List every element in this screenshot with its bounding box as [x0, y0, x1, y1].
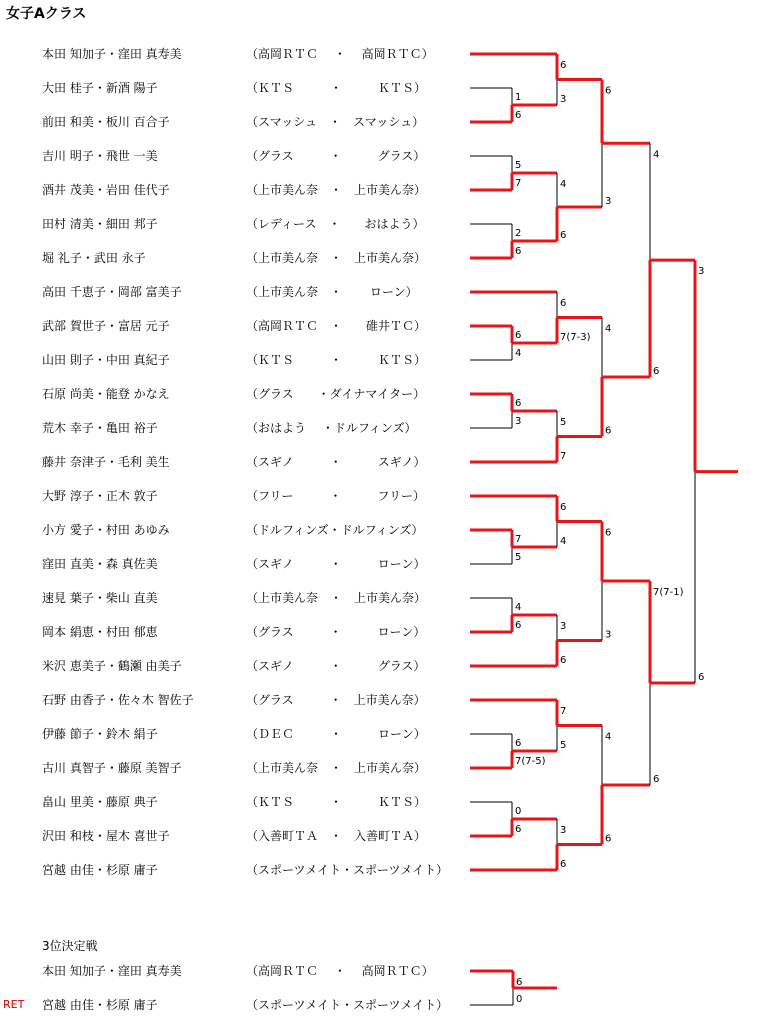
club-names: （スギノ ・ スギノ） [246, 455, 426, 469]
score-label: 5 [560, 740, 567, 751]
score-label: 4 [560, 536, 567, 547]
club-names: （スギノ ・ ローン） [246, 557, 426, 571]
club-names: （上市美ん奈 ・ 上市美ん奈） [246, 183, 427, 197]
player-names: 本田 知加子・窪田 真寿美 [42, 47, 182, 61]
club-names: （グラス ・ 上市美ん奈） [246, 693, 426, 707]
player-names: 大野 淳子・正木 敦子 [42, 489, 158, 503]
player-names: 荒木 幸子・亀田 裕子 [42, 421, 158, 435]
player-names: 藤井 奈津子・毛利 美生 [42, 455, 170, 469]
player-names: 石野 由香子・佐々木 智佐子 [42, 693, 194, 707]
score-label: 6 [605, 85, 612, 97]
player-names: 畠山 里美・藤原 典子 [42, 795, 158, 809]
score-label: 4 [605, 323, 612, 335]
club-names: （スポーツメイト・スポーツメイト） [246, 998, 449, 1012]
club-names: （上市美ん奈 ・ 上市美ん奈） [246, 761, 427, 775]
player-names: 本田 知加子・窪田 真寿美 [42, 964, 182, 978]
club-names: （グラス ・ グラス） [246, 149, 426, 163]
score-label: 5 [515, 552, 522, 563]
club-names: （上市美ん奈 ・ ローン） [246, 285, 418, 299]
club-names: （ＫＴＳ ・ ＫＴＳ） [246, 353, 427, 367]
score-label: 3 [560, 825, 567, 836]
player-names: 宮越 由佳・杉原 庸子 [42, 998, 158, 1012]
score-label: 6 [560, 298, 567, 309]
player-names: 古川 真智子・藤原 美智子 [42, 761, 182, 775]
club-names: （レディース ・ おはよう） [246, 217, 425, 231]
club-names: （スマッシュ ・ スマッシュ） [246, 115, 425, 129]
club-names: （おはよう ・ドルフィンズ） [246, 421, 417, 435]
player-names: 山田 則子・中田 真紀子 [42, 353, 170, 367]
player-names: 伊藤 節子・鈴木 絹子 [42, 727, 158, 741]
score-label: 6 [605, 425, 612, 437]
club-names: （高岡ＲＴＣ ・ 碓井ＴＣ） [246, 319, 427, 333]
player-names: 石原 尚美・能登 かなえ [42, 387, 170, 401]
retired-tag: RET [3, 998, 25, 1011]
player-names: 米沢 恵美子・鶴瀬 由美子 [42, 659, 182, 673]
club-names: （高岡ＲＴＣ ・ 高岡ＲＴＣ） [246, 964, 434, 978]
score-label: 6 [515, 110, 522, 121]
score-label: 2 [515, 228, 522, 239]
score-label: 7(7-5) [515, 756, 546, 767]
score-label: 3 [605, 196, 612, 207]
player-names: 吉川 明子・飛世 一美 [42, 149, 158, 163]
player-names: 田村 清美・細田 邦子 [42, 217, 158, 231]
score-label: 6 [515, 620, 522, 631]
club-names: （ＤＥＣ ・ ローン） [246, 727, 426, 741]
score-label: 6 [560, 230, 567, 241]
player-names: 沢田 和枝・屋木 喜世子 [42, 829, 170, 843]
score-label: 4 [605, 731, 612, 743]
score-label: 4 [560, 179, 567, 190]
club-names: （入善町ＴＡ ・ 入善町ＴＡ） [246, 829, 427, 843]
score-label: 6 [560, 655, 567, 666]
score-label: 7 [560, 706, 567, 717]
score-label: 3 [605, 629, 612, 641]
score-label: 6 [515, 330, 522, 341]
score-label: 5 [560, 417, 567, 428]
score-label: 4 [515, 348, 522, 359]
club-names: （スポーツメイト・スポーツメイト） [246, 863, 449, 877]
club-names: （グラス ・ダイナマイター） [246, 387, 426, 401]
player-names: 小方 愛子・村田 あゆみ [42, 523, 170, 537]
score-label: 7 [515, 534, 522, 545]
club-names: （スギノ ・ グラス） [246, 659, 426, 673]
player-names: 堀 礼子・武田 永子 [42, 251, 146, 265]
score-label: 6 [515, 398, 522, 409]
score-label: 6 [653, 366, 660, 377]
score-label: 6 [605, 833, 612, 845]
score-label: 4 [515, 602, 522, 613]
club-names: （ＫＴＳ ・ ＫＴＳ） [246, 81, 427, 95]
score-label: 3 [515, 416, 522, 427]
score-label: 6 [560, 859, 567, 870]
score-label: 6 [560, 502, 567, 513]
score-label: 3 [560, 621, 567, 632]
page-title: 女子Aクラス [6, 6, 87, 22]
player-names: 大田 桂子・新酒 陽子 [42, 81, 158, 95]
player-names: 酒井 茂美・岩田 佳代子 [42, 183, 170, 197]
score-label: 6 [515, 246, 522, 257]
club-names: （上市美ん奈 ・ 上市美ん奈） [246, 591, 427, 605]
club-names: （フリー ・ フリー） [246, 489, 426, 503]
score-label: 6 [698, 672, 705, 683]
club-names: （グラス ・ ローン） [246, 625, 426, 639]
score-label: 0 [515, 806, 522, 817]
score-label: 3 [698, 266, 705, 278]
score-label: 3 [560, 94, 567, 105]
club-names: （上市美ん奈 ・ 上市美ん奈） [246, 251, 427, 265]
score-label: 1 [515, 92, 522, 103]
score-label: 6 [560, 60, 567, 71]
score-label: 5 [515, 160, 522, 171]
player-names: 窪田 直美・森 真佐美 [42, 557, 158, 571]
player-names: 武部 賀世子・富居 元子 [42, 319, 170, 333]
player-names: 高田 千恵子・岡部 富美子 [42, 285, 182, 299]
score-label: 6 [605, 527, 612, 539]
score-label: 7(7-3) [560, 332, 591, 343]
score-label: 0 [516, 994, 523, 1005]
score-label: 6 [515, 824, 522, 835]
score-label: 7 [515, 178, 522, 189]
player-names: 宮越 由佳・杉原 庸子 [42, 863, 158, 877]
club-names: （高岡ＲＴＣ ・ 高岡ＲＴＣ） [246, 47, 434, 61]
third-place-title: 3位決定戦 [42, 939, 98, 953]
player-names: 前田 和美・板川 百合子 [42, 115, 170, 129]
club-names: （ドルフィンズ・ドルフィンズ） [246, 523, 424, 537]
score-label: 4 [653, 149, 660, 161]
player-names: 速見 葉子・柴山 直美 [42, 591, 158, 605]
score-label: 6 [653, 774, 660, 785]
score-label: 7(7-1) [653, 587, 684, 598]
player-names: 岡本 絹恵・村田 郁恵 [42, 625, 158, 639]
club-names: （ＫＴＳ ・ ＫＴＳ） [246, 795, 427, 809]
score-label: 6 [515, 738, 522, 749]
score-label: 7 [560, 451, 567, 462]
score-label: 6 [516, 977, 523, 988]
